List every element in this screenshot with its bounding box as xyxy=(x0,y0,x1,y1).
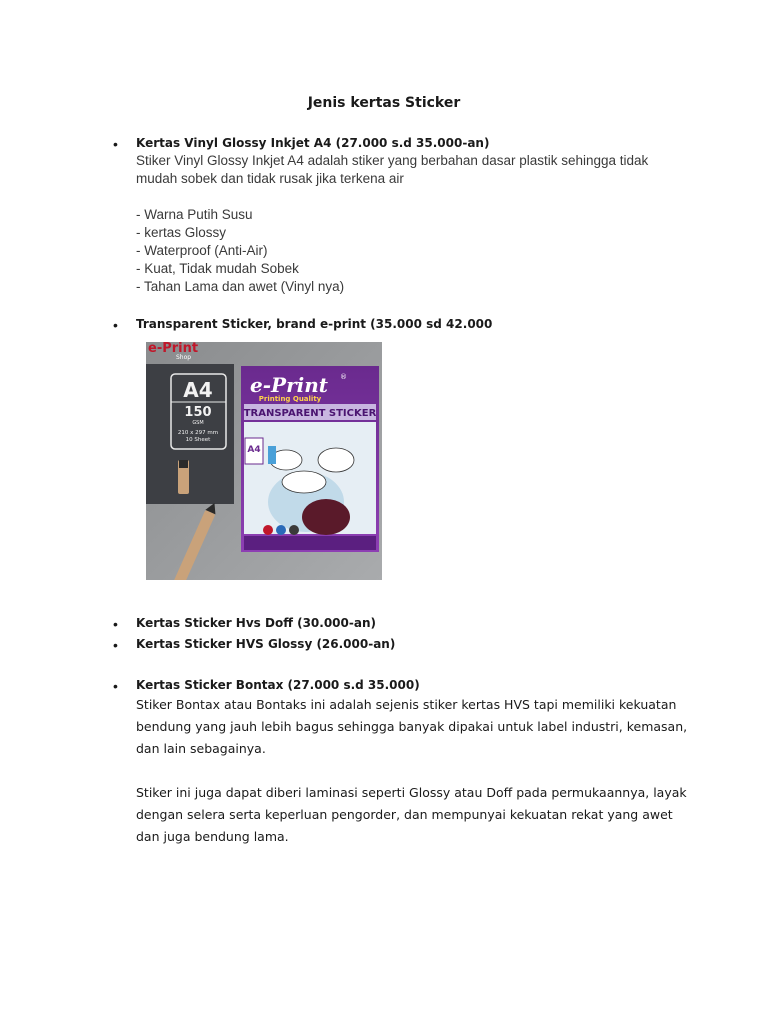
spec-size: A4 xyxy=(183,378,213,402)
bontax-paragraph-2 xyxy=(136,782,687,848)
item-heading-bontax: Kertas Sticker Bontax (27.000 s.d 35.000) xyxy=(136,678,420,692)
paragraph-line: Stiker ini juga dapat diberi laminasi seperti Glossy atau Doff pada permukaannya, layak xyxy=(136,785,687,800)
paragraph-line: bendung yang jauh lebih bagus sehingga banyak dipakai untuk label industri, kemasan, xyxy=(136,719,688,734)
item-heading-transparent-sticker: Transparent Sticker, brand e-print (35.000 sd 42.000 xyxy=(136,317,493,331)
bullet-marker: • xyxy=(113,317,118,333)
feature-item: - Tahan Lama dan awet (Vinyl nya) xyxy=(136,279,345,294)
bontax-paragraph-1 xyxy=(136,694,687,760)
registered-mark: ® xyxy=(340,373,347,381)
item-heading-hvs-doff: Kertas Sticker Hvs Doff (30.000-an) xyxy=(136,616,376,630)
bullet-marker: • xyxy=(113,678,118,694)
item-heading-vinyl-glossy: Kertas Vinyl Glossy Inkjet A4 (27.000 s.d 35.000-an) xyxy=(136,136,490,150)
feature-list xyxy=(136,206,344,296)
bullet-marker: • xyxy=(113,637,118,653)
bullet-marker: • xyxy=(113,136,118,152)
eprint-shop-logo: e-Print xyxy=(148,342,199,356)
pack-brand: e-Print xyxy=(250,373,328,397)
spec-sheets: 10 Sheet xyxy=(185,437,211,443)
paragraph-line: Stiker Bontax atau Bontaks ini adalah sejenis stiker kertas HVS tapi memiliki kekuatan xyxy=(136,697,677,712)
product-photo xyxy=(146,342,382,580)
bullet-marker: • xyxy=(113,616,118,632)
sticker-pack xyxy=(241,366,379,552)
paragraph-line: dan lain sebagainya. xyxy=(136,741,266,756)
pack-tagline: Printing Quality xyxy=(258,395,322,403)
feature-item: - Waterproof (Anti-Air) xyxy=(136,243,268,258)
item-description-vinyl-glossy xyxy=(136,152,648,188)
shop-label: Shop xyxy=(176,354,192,361)
pack-size-tag: A4 xyxy=(247,445,261,455)
spec-gsm: 150 xyxy=(184,405,212,420)
spec-gsm-unit: GSM xyxy=(192,420,204,426)
pack-product-name: TRANSPARENT STICKER xyxy=(243,408,377,419)
feature-item: - Warna Putih Susu xyxy=(136,207,253,222)
description-line: mudah sobek dan tidak rusak jika terkena air xyxy=(136,171,404,186)
document-title: Jenis kertas Sticker xyxy=(307,95,461,111)
description-line: Stiker Vinyl Glossy Inkjet A4 adalah stiker yang berbahan dasar plastik sehingga tidak xyxy=(136,153,649,168)
item-heading-hvs-glossy: Kertas Sticker HVS Glossy (26.000-an) xyxy=(136,637,396,651)
spec-dimensions: 210 x 297 mm xyxy=(177,430,219,436)
paragraph-line: dengan selera serta keperluan pengorder, dan mempunyai kekuatan rekat yang awet xyxy=(136,807,673,822)
feature-item: - kertas Glossy xyxy=(136,225,227,240)
paragraph-line: dan juga bendung lama. xyxy=(136,829,289,844)
feature-item: - Kuat, Tidak mudah Sobek xyxy=(136,261,299,276)
